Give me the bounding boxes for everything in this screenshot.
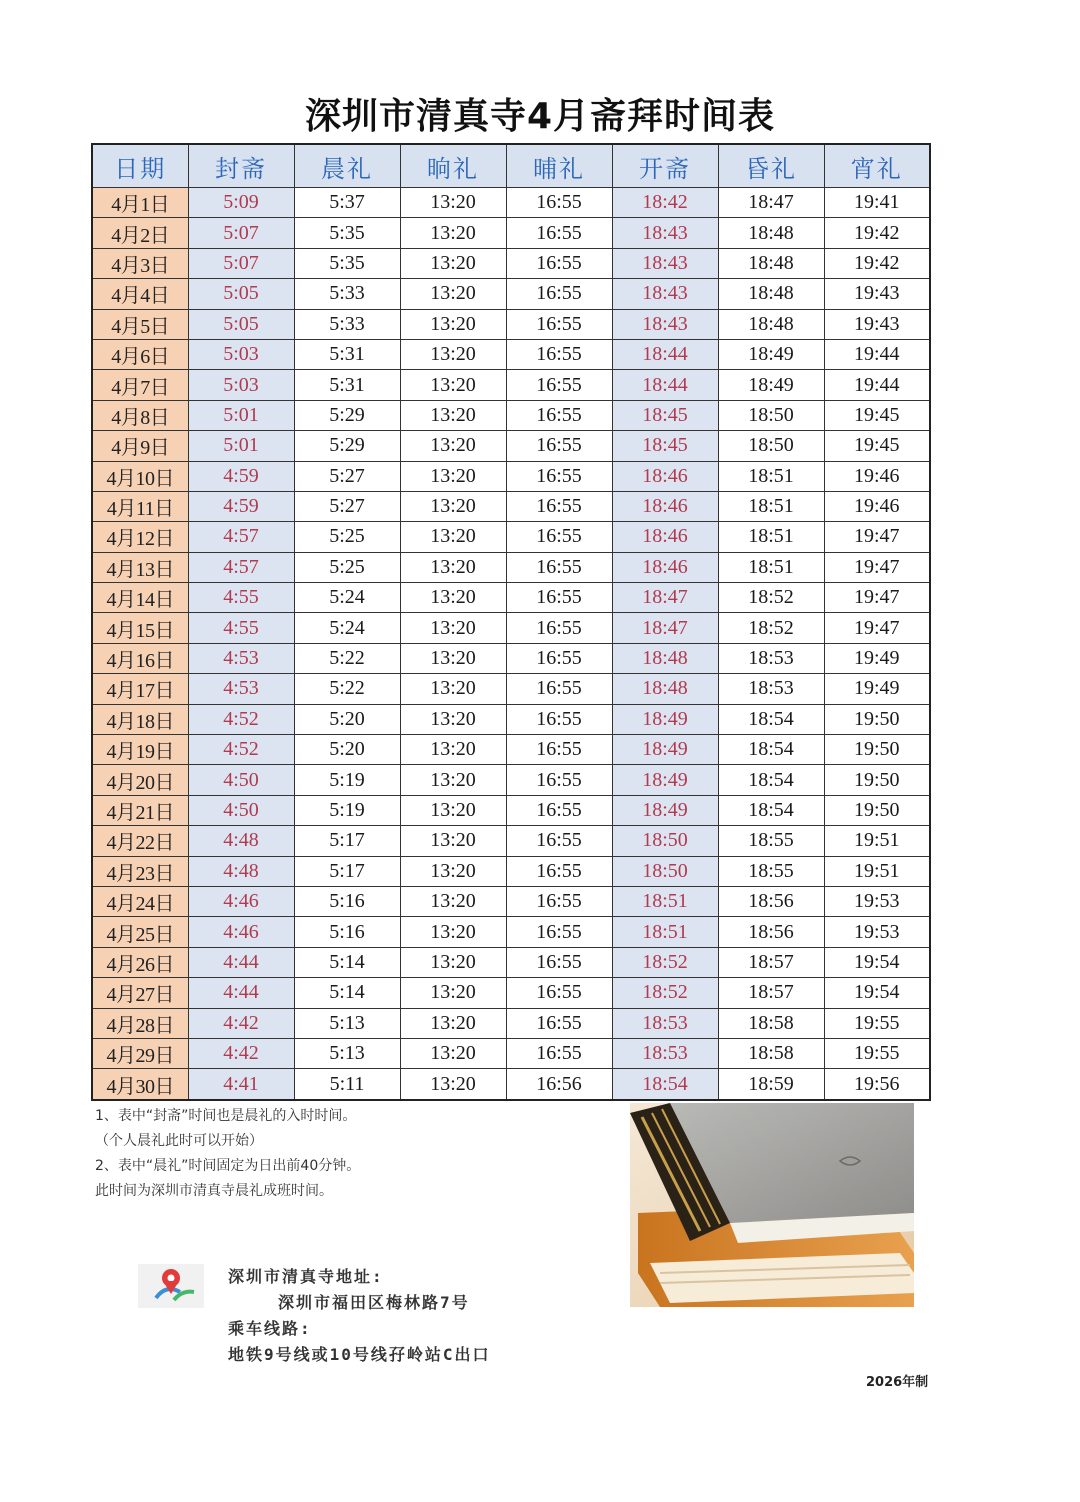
cell-fajr: 5:19 [294, 765, 400, 795]
cell-isha: 19:45 [824, 431, 930, 461]
cell-suhoor: 4:42 [188, 1008, 294, 1038]
cell-iftar: 18:44 [612, 339, 718, 369]
cell-fajr: 5:22 [294, 643, 400, 673]
cell-iftar: 18:53 [612, 1008, 718, 1038]
cell-suhoor: 5:07 [188, 248, 294, 278]
cell-maghrib: 18:57 [718, 947, 824, 977]
cell-fajr: 5:17 [294, 856, 400, 886]
cell-asr: 16:55 [506, 886, 612, 916]
cell-isha: 19:41 [824, 188, 930, 218]
cell-maghrib: 18:50 [718, 431, 824, 461]
cell-asr: 16:55 [506, 583, 612, 613]
cell-iftar: 18:52 [612, 978, 718, 1008]
cell-iftar: 18:45 [612, 400, 718, 430]
cell-date: 4月24日 [92, 886, 188, 916]
cell-dhuhr: 13:20 [400, 917, 506, 947]
cell-isha: 19:43 [824, 279, 930, 309]
cell-date: 4月22日 [92, 826, 188, 856]
cell-dhuhr: 13:20 [400, 643, 506, 673]
cell-asr: 16:55 [506, 431, 612, 461]
cell-dhuhr: 13:20 [400, 370, 506, 400]
cell-isha: 19:56 [824, 1069, 930, 1100]
cell-dhuhr: 13:20 [400, 704, 506, 734]
note-line: 此时间为深圳市清真寺晨礼成班时间。 [95, 1183, 333, 1199]
cell-isha: 19:45 [824, 400, 930, 430]
cell-fajr: 5:19 [294, 795, 400, 825]
cell-fajr: 5:33 [294, 279, 400, 309]
prayer-timetable [91, 143, 931, 1101]
cell-asr: 16:55 [506, 218, 612, 248]
table-row [92, 886, 930, 916]
cell-asr: 16:55 [506, 400, 612, 430]
cell-maghrib: 18:54 [718, 765, 824, 795]
cell-dhuhr: 13:20 [400, 522, 506, 552]
table-row [92, 188, 930, 218]
cell-dhuhr: 13:20 [400, 674, 506, 704]
table-row [92, 795, 930, 825]
cell-iftar: 18:46 [612, 491, 718, 521]
cell-asr: 16:55 [506, 522, 612, 552]
cell-maghrib: 18:49 [718, 339, 824, 369]
cell-maghrib: 18:50 [718, 400, 824, 430]
cell-fajr: 5:13 [294, 1038, 400, 1068]
cell-iftar: 18:53 [612, 1038, 718, 1068]
cell-isha: 19:46 [824, 491, 930, 521]
cell-iftar: 18:47 [612, 583, 718, 613]
cell-fajr: 5:11 [294, 1069, 400, 1100]
cell-dhuhr: 13:20 [400, 248, 506, 278]
cell-maghrib: 18:51 [718, 461, 824, 491]
cell-asr: 16:55 [506, 704, 612, 734]
cell-dhuhr: 13:20 [400, 978, 506, 1008]
cell-isha: 19:42 [824, 218, 930, 248]
cell-asr: 16:55 [506, 248, 612, 278]
header-date: 日期 [92, 144, 188, 188]
cell-fajr: 5:16 [294, 917, 400, 947]
cell-dhuhr: 13:20 [400, 279, 506, 309]
cell-date: 4月16日 [92, 643, 188, 673]
cell-date: 4月18日 [92, 704, 188, 734]
cell-date: 4月25日 [92, 917, 188, 947]
cell-asr: 16:55 [506, 674, 612, 704]
cell-suhoor: 4:57 [188, 552, 294, 582]
cell-dhuhr: 13:20 [400, 583, 506, 613]
cell-asr: 16:55 [506, 370, 612, 400]
cell-dhuhr: 13:20 [400, 491, 506, 521]
table-row [92, 461, 930, 491]
table-row [92, 735, 930, 765]
cell-maghrib: 18:57 [718, 978, 824, 1008]
table-row [92, 1069, 930, 1100]
cell-date: 4月23日 [92, 856, 188, 886]
cell-dhuhr: 13:20 [400, 1008, 506, 1038]
map-pin-icon [138, 1264, 204, 1308]
cell-maghrib: 18:54 [718, 735, 824, 765]
cell-suhoor: 4:46 [188, 917, 294, 947]
cell-maghrib: 18:52 [718, 583, 824, 613]
address-value: 深圳市福田区梅林路7号 [278, 1293, 470, 1312]
table-row [92, 674, 930, 704]
cell-isha: 19:51 [824, 856, 930, 886]
cell-maghrib: 18:51 [718, 491, 824, 521]
table-row [92, 613, 930, 643]
cell-fajr: 5:20 [294, 735, 400, 765]
table-row [92, 765, 930, 795]
cell-date: 4月15日 [92, 613, 188, 643]
cell-isha: 19:54 [824, 978, 930, 1008]
footer-year: 2026年制 [866, 1375, 929, 1390]
cell-date: 4月5日 [92, 309, 188, 339]
cell-dhuhr: 13:20 [400, 613, 506, 643]
cell-fajr: 5:29 [294, 400, 400, 430]
table-row [92, 522, 930, 552]
cell-dhuhr: 13:20 [400, 765, 506, 795]
cell-isha: 19:44 [824, 370, 930, 400]
cell-fajr: 5:31 [294, 339, 400, 369]
cell-isha: 19:49 [824, 674, 930, 704]
cell-asr: 16:55 [506, 735, 612, 765]
header-maghrib: 昏礼 [718, 144, 824, 188]
cell-iftar: 18:47 [612, 613, 718, 643]
table-row [92, 856, 930, 886]
cell-isha: 19:55 [824, 1008, 930, 1038]
cell-suhoor: 5:03 [188, 370, 294, 400]
cell-date: 4月9日 [92, 431, 188, 461]
cell-dhuhr: 13:20 [400, 309, 506, 339]
cell-date: 4月29日 [92, 1038, 188, 1068]
cell-isha: 19:46 [824, 461, 930, 491]
table-row [92, 491, 930, 521]
cell-isha: 19:47 [824, 583, 930, 613]
note-line: 2、表中“晨礼”时间固定为日出前40分钟。 [95, 1158, 361, 1174]
table-row [92, 400, 930, 430]
cell-dhuhr: 13:20 [400, 947, 506, 977]
cell-date: 4月26日 [92, 947, 188, 977]
cell-iftar: 18:50 [612, 856, 718, 886]
cell-maghrib: 18:55 [718, 856, 824, 886]
cell-suhoor: 5:01 [188, 431, 294, 461]
cell-fajr: 5:22 [294, 674, 400, 704]
cell-asr: 16:55 [506, 826, 612, 856]
cell-maghrib: 18:48 [718, 309, 824, 339]
cell-dhuhr: 13:20 [400, 1069, 506, 1100]
cell-date: 4月14日 [92, 583, 188, 613]
table-row [92, 978, 930, 1008]
table-row [92, 826, 930, 856]
table-body [92, 188, 930, 1100]
cell-iftar: 18:43 [612, 279, 718, 309]
cell-fajr: 5:37 [294, 188, 400, 218]
table-row [92, 248, 930, 278]
table-row [92, 431, 930, 461]
cell-fajr: 5:24 [294, 583, 400, 613]
cell-dhuhr: 13:20 [400, 886, 506, 916]
cell-maghrib: 18:55 [718, 826, 824, 856]
cell-date: 4月27日 [92, 978, 188, 1008]
cell-iftar: 18:52 [612, 947, 718, 977]
cell-suhoor: 4:57 [188, 522, 294, 552]
cell-maghrib: 18:56 [718, 917, 824, 947]
header-suhoor: 封斋 [188, 144, 294, 188]
cell-iftar: 18:51 [612, 917, 718, 947]
cell-suhoor: 4:55 [188, 613, 294, 643]
cell-isha: 19:49 [824, 643, 930, 673]
cell-dhuhr: 13:20 [400, 1038, 506, 1068]
cell-maghrib: 18:53 [718, 643, 824, 673]
cell-suhoor: 4:59 [188, 491, 294, 521]
cell-isha: 19:50 [824, 795, 930, 825]
table-row [92, 917, 930, 947]
cell-isha: 19:53 [824, 886, 930, 916]
cell-dhuhr: 13:20 [400, 826, 506, 856]
page-title: 深圳市清真寺4月斋拜时间表 [304, 96, 776, 137]
cell-suhoor: 4:50 [188, 795, 294, 825]
cell-dhuhr: 13:20 [400, 339, 506, 369]
books-illustration [630, 1103, 914, 1307]
cell-date: 4月4日 [92, 279, 188, 309]
header-iftar: 开斋 [612, 144, 718, 188]
notes [95, 1104, 615, 1204]
cell-isha: 19:44 [824, 339, 930, 369]
cell-maghrib: 18:59 [718, 1069, 824, 1100]
cell-dhuhr: 13:20 [400, 188, 506, 218]
cell-fajr: 5:25 [294, 522, 400, 552]
note-line: 1、表中“封斋”时间也是晨礼的入时时间。 [95, 1108, 357, 1124]
cell-iftar: 18:46 [612, 552, 718, 582]
cell-dhuhr: 13:20 [400, 552, 506, 582]
cell-fajr: 5:20 [294, 704, 400, 734]
cell-iftar: 18:46 [612, 522, 718, 552]
cell-maghrib: 18:49 [718, 370, 824, 400]
table-row [92, 1038, 930, 1068]
table-row [92, 218, 930, 248]
cell-iftar: 18:51 [612, 886, 718, 916]
cell-suhoor: 4:46 [188, 886, 294, 916]
cell-dhuhr: 13:20 [400, 461, 506, 491]
cell-isha: 19:47 [824, 522, 930, 552]
cell-suhoor: 4:48 [188, 826, 294, 856]
cell-suhoor: 5:01 [188, 400, 294, 430]
cell-fajr: 5:27 [294, 491, 400, 521]
cell-date: 4月3日 [92, 248, 188, 278]
cell-fajr: 5:16 [294, 886, 400, 916]
cell-asr: 16:55 [506, 491, 612, 521]
cell-maghrib: 18:51 [718, 552, 824, 582]
cell-maghrib: 18:48 [718, 248, 824, 278]
table-row [92, 370, 930, 400]
cell-suhoor: 4:50 [188, 765, 294, 795]
cell-maghrib: 18:54 [718, 795, 824, 825]
cell-suhoor: 5:05 [188, 309, 294, 339]
cell-iftar: 18:48 [612, 674, 718, 704]
cell-iftar: 18:46 [612, 461, 718, 491]
cell-date: 4月8日 [92, 400, 188, 430]
cell-asr: 16:55 [506, 917, 612, 947]
cell-fajr: 5:14 [294, 978, 400, 1008]
table-header-row [92, 144, 930, 188]
cell-dhuhr: 13:20 [400, 856, 506, 886]
cell-asr: 16:55 [506, 279, 612, 309]
table-row [92, 704, 930, 734]
table-row [92, 279, 930, 309]
cell-iftar: 18:42 [612, 188, 718, 218]
cell-asr: 16:55 [506, 552, 612, 582]
cell-isha: 19:47 [824, 552, 930, 582]
address-label: 深圳市清真寺地址: [228, 1267, 384, 1286]
cell-suhoor: 5:05 [188, 279, 294, 309]
cell-isha: 19:50 [824, 735, 930, 765]
cell-isha: 19:50 [824, 765, 930, 795]
cell-fajr: 5:13 [294, 1008, 400, 1038]
cell-suhoor: 5:09 [188, 188, 294, 218]
table-row [92, 947, 930, 977]
cell-maghrib: 18:54 [718, 704, 824, 734]
cell-asr: 16:55 [506, 339, 612, 369]
cell-dhuhr: 13:20 [400, 400, 506, 430]
cell-suhoor: 4:44 [188, 978, 294, 1008]
cell-isha: 19:47 [824, 613, 930, 643]
header-isha: 宵礼 [824, 144, 930, 188]
cell-date: 4月2日 [92, 218, 188, 248]
route-value: 地铁9号线或10号线孖岭站C出口 [228, 1345, 491, 1364]
cell-iftar: 18:49 [612, 735, 718, 765]
cell-asr: 16:55 [506, 613, 612, 643]
cell-suhoor: 4:52 [188, 735, 294, 765]
cell-maghrib: 18:53 [718, 674, 824, 704]
cell-dhuhr: 13:20 [400, 735, 506, 765]
cell-suhoor: 4:59 [188, 461, 294, 491]
cell-iftar: 18:50 [612, 826, 718, 856]
cell-iftar: 18:43 [612, 248, 718, 278]
cell-date: 4月30日 [92, 1069, 188, 1100]
cell-fajr: 5:35 [294, 248, 400, 278]
cell-suhoor: 5:03 [188, 339, 294, 369]
cell-suhoor: 4:48 [188, 856, 294, 886]
cell-asr: 16:55 [506, 309, 612, 339]
table-row [92, 643, 930, 673]
cell-isha: 19:51 [824, 826, 930, 856]
cell-fajr: 5:14 [294, 947, 400, 977]
cell-asr: 16:55 [506, 1008, 612, 1038]
cell-suhoor: 4:53 [188, 674, 294, 704]
cell-iftar: 18:45 [612, 431, 718, 461]
cell-asr: 16:55 [506, 978, 612, 1008]
cell-isha: 19:43 [824, 309, 930, 339]
cell-iftar: 18:44 [612, 370, 718, 400]
cell-isha: 19:53 [824, 917, 930, 947]
cell-maghrib: 18:47 [718, 188, 824, 218]
cell-suhoor: 4:42 [188, 1038, 294, 1068]
cell-date: 4月20日 [92, 765, 188, 795]
cell-asr: 16:55 [506, 643, 612, 673]
route-label: 乘车线路: [228, 1319, 312, 1338]
cell-fajr: 5:29 [294, 431, 400, 461]
cell-asr: 16:55 [506, 947, 612, 977]
cell-iftar: 18:43 [612, 309, 718, 339]
cell-maghrib: 18:58 [718, 1008, 824, 1038]
cell-fajr: 5:31 [294, 370, 400, 400]
cell-isha: 19:42 [824, 248, 930, 278]
cell-date: 4月21日 [92, 795, 188, 825]
cell-isha: 19:54 [824, 947, 930, 977]
cell-dhuhr: 13:20 [400, 218, 506, 248]
cell-date: 4月7日 [92, 370, 188, 400]
cell-date: 4月10日 [92, 461, 188, 491]
cell-maghrib: 18:51 [718, 522, 824, 552]
cell-maghrib: 18:56 [718, 886, 824, 916]
cell-iftar: 18:54 [612, 1069, 718, 1100]
cell-maghrib: 18:48 [718, 279, 824, 309]
cell-fajr: 5:35 [294, 218, 400, 248]
cell-date: 4月28日 [92, 1008, 188, 1038]
cell-maghrib: 18:52 [718, 613, 824, 643]
cell-fajr: 5:33 [294, 309, 400, 339]
cell-isha: 19:50 [824, 704, 930, 734]
table-row [92, 1008, 930, 1038]
cell-date: 4月19日 [92, 735, 188, 765]
cell-dhuhr: 13:20 [400, 431, 506, 461]
cell-iftar: 18:43 [612, 218, 718, 248]
header-dhuhr: 晌礼 [400, 144, 506, 188]
cell-iftar: 18:49 [612, 765, 718, 795]
cell-iftar: 18:48 [612, 643, 718, 673]
cell-asr: 16:55 [506, 856, 612, 886]
cell-maghrib: 18:48 [718, 218, 824, 248]
cell-iftar: 18:49 [612, 704, 718, 734]
cell-iftar: 18:49 [612, 795, 718, 825]
table-row [92, 552, 930, 582]
cell-asr: 16:55 [506, 795, 612, 825]
cell-date: 4月12日 [92, 522, 188, 552]
cell-fajr: 5:24 [294, 613, 400, 643]
cell-suhoor: 5:07 [188, 218, 294, 248]
cell-date: 4月1日 [92, 188, 188, 218]
cell-fajr: 5:27 [294, 461, 400, 491]
table-row [92, 583, 930, 613]
cell-suhoor: 4:44 [188, 947, 294, 977]
cell-asr: 16:55 [506, 188, 612, 218]
cell-suhoor: 4:55 [188, 583, 294, 613]
cell-suhoor: 4:53 [188, 643, 294, 673]
header-fajr: 晨礼 [294, 144, 400, 188]
cell-dhuhr: 13:20 [400, 795, 506, 825]
table-row [92, 339, 930, 369]
cell-maghrib: 18:58 [718, 1038, 824, 1068]
cell-asr: 16:55 [506, 461, 612, 491]
cell-date: 4月13日 [92, 552, 188, 582]
cell-suhoor: 4:41 [188, 1069, 294, 1100]
cell-date: 4月17日 [92, 674, 188, 704]
note-line: （个人晨礼此时可以开始） [95, 1133, 263, 1149]
header-asr: 晡礼 [506, 144, 612, 188]
cell-fajr: 5:25 [294, 552, 400, 582]
cell-fajr: 5:17 [294, 826, 400, 856]
cell-isha: 19:55 [824, 1038, 930, 1068]
cell-date: 4月6日 [92, 339, 188, 369]
cell-asr: 16:55 [506, 1038, 612, 1068]
cell-suhoor: 4:52 [188, 704, 294, 734]
cell-date: 4月11日 [92, 491, 188, 521]
cell-asr: 16:56 [506, 1069, 612, 1100]
table-row [92, 309, 930, 339]
cell-asr: 16:55 [506, 765, 612, 795]
